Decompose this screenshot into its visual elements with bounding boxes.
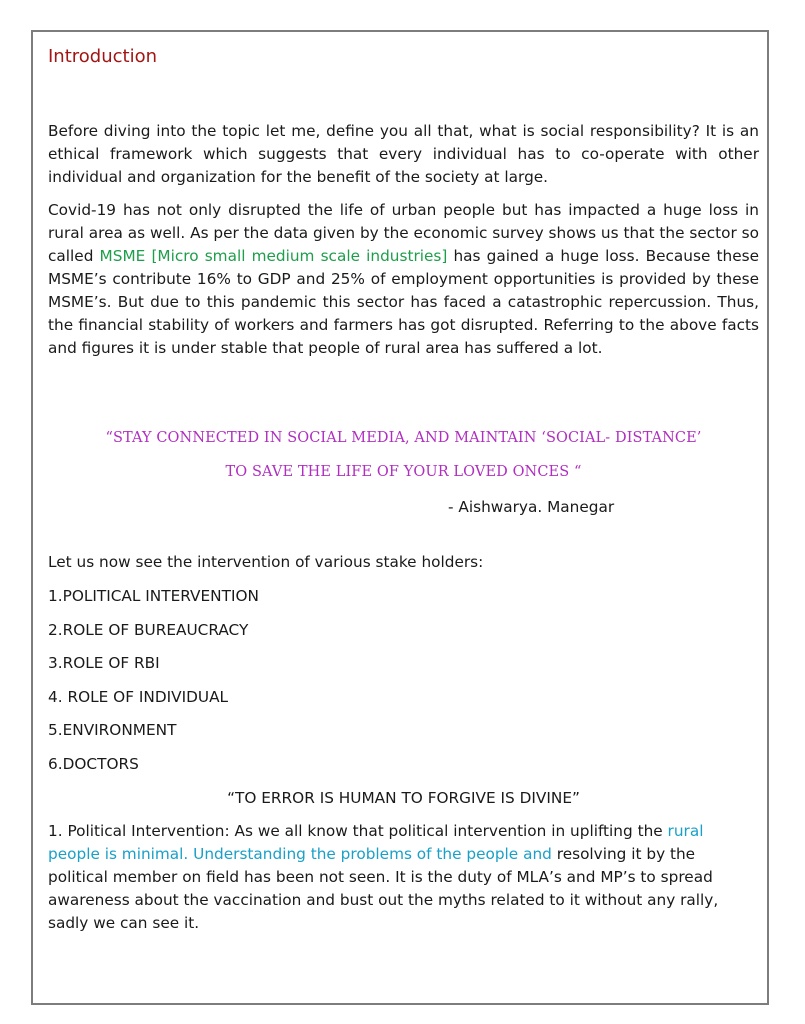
paragraph-covid-text-start: Covid-19 has not only disrupted the life of urban people but has impacted a huge loss in rural area as well. As per the data given by the economic survey shows us that the sector so called xyxy=(48,201,759,265)
quote-line-2: TO SAVE THE LIFE OF YOUR LOVED ONCES “ xyxy=(225,464,582,480)
list-item: 4. ROLE OF INDIVIDUAL xyxy=(48,688,229,706)
rural-highlight: rural people is minimal. Understanding the problems of the people and xyxy=(48,822,704,863)
quote-line-1: “STAY CONNECTED IN SOCIAL MEDIA, AND MAINTAIN ‘SOCIAL- DISTANCE’ xyxy=(105,430,702,446)
quote-author: - Aishwarya. Manegar xyxy=(448,498,615,516)
paragraph-political-intervention xyxy=(48,820,759,935)
paragraph-covid-text-end: has gained a huge loss. Because these MSME’s contribute 16% to GDP and 25% of employment opportunities is provided by these MSME’s. But due to this pandemic this sector has faced a catastrophic repercussion. Thus, the financial stability of workers and farmers has got disrupted. Referring to the above facts and figures it is under stable that people of rural area has suffered a lot. xyxy=(48,247,759,357)
stakeholders-intro: Let us now see the intervention of various stake holders: xyxy=(48,553,484,571)
list-item: 3.ROLE OF RBI xyxy=(48,654,160,672)
saying: “TO ERROR IS HUMAN TO FORGIVE IS DIVINE” xyxy=(227,789,580,807)
paragraph-political-text-start: 1. Political Intervention: As we all know that political intervention in uplifting the xyxy=(48,822,668,840)
list-item: 2.ROLE OF BUREAUCRACY xyxy=(48,621,249,639)
paragraph-covid-impact xyxy=(48,199,759,360)
document-page xyxy=(31,30,769,1005)
list-item: 1.POLITICAL INTERVENTION xyxy=(48,587,259,605)
section-title: Introduction xyxy=(48,46,158,67)
list-item: 5.ENVIRONMENT xyxy=(48,721,177,739)
paragraph-social-responsibility: Before diving into the topic let me, define you all that, what is social responsibility? It is an ethical framework which suggests that every individual has to co-operate with other individual and organization for the benefit of the society at large. xyxy=(48,122,759,186)
list-item: 6.DOCTORS xyxy=(48,755,139,773)
paragraph-political-text-end: resolving it by the political member on field has been not seen. It is the duty of MLA’s and MP’s to spread awareness about the vaccination and bust out the myths related to it without any rally, sadly we can see it. xyxy=(48,845,719,932)
msme-highlight: MSME [Micro small medium scale industries] xyxy=(99,247,448,265)
